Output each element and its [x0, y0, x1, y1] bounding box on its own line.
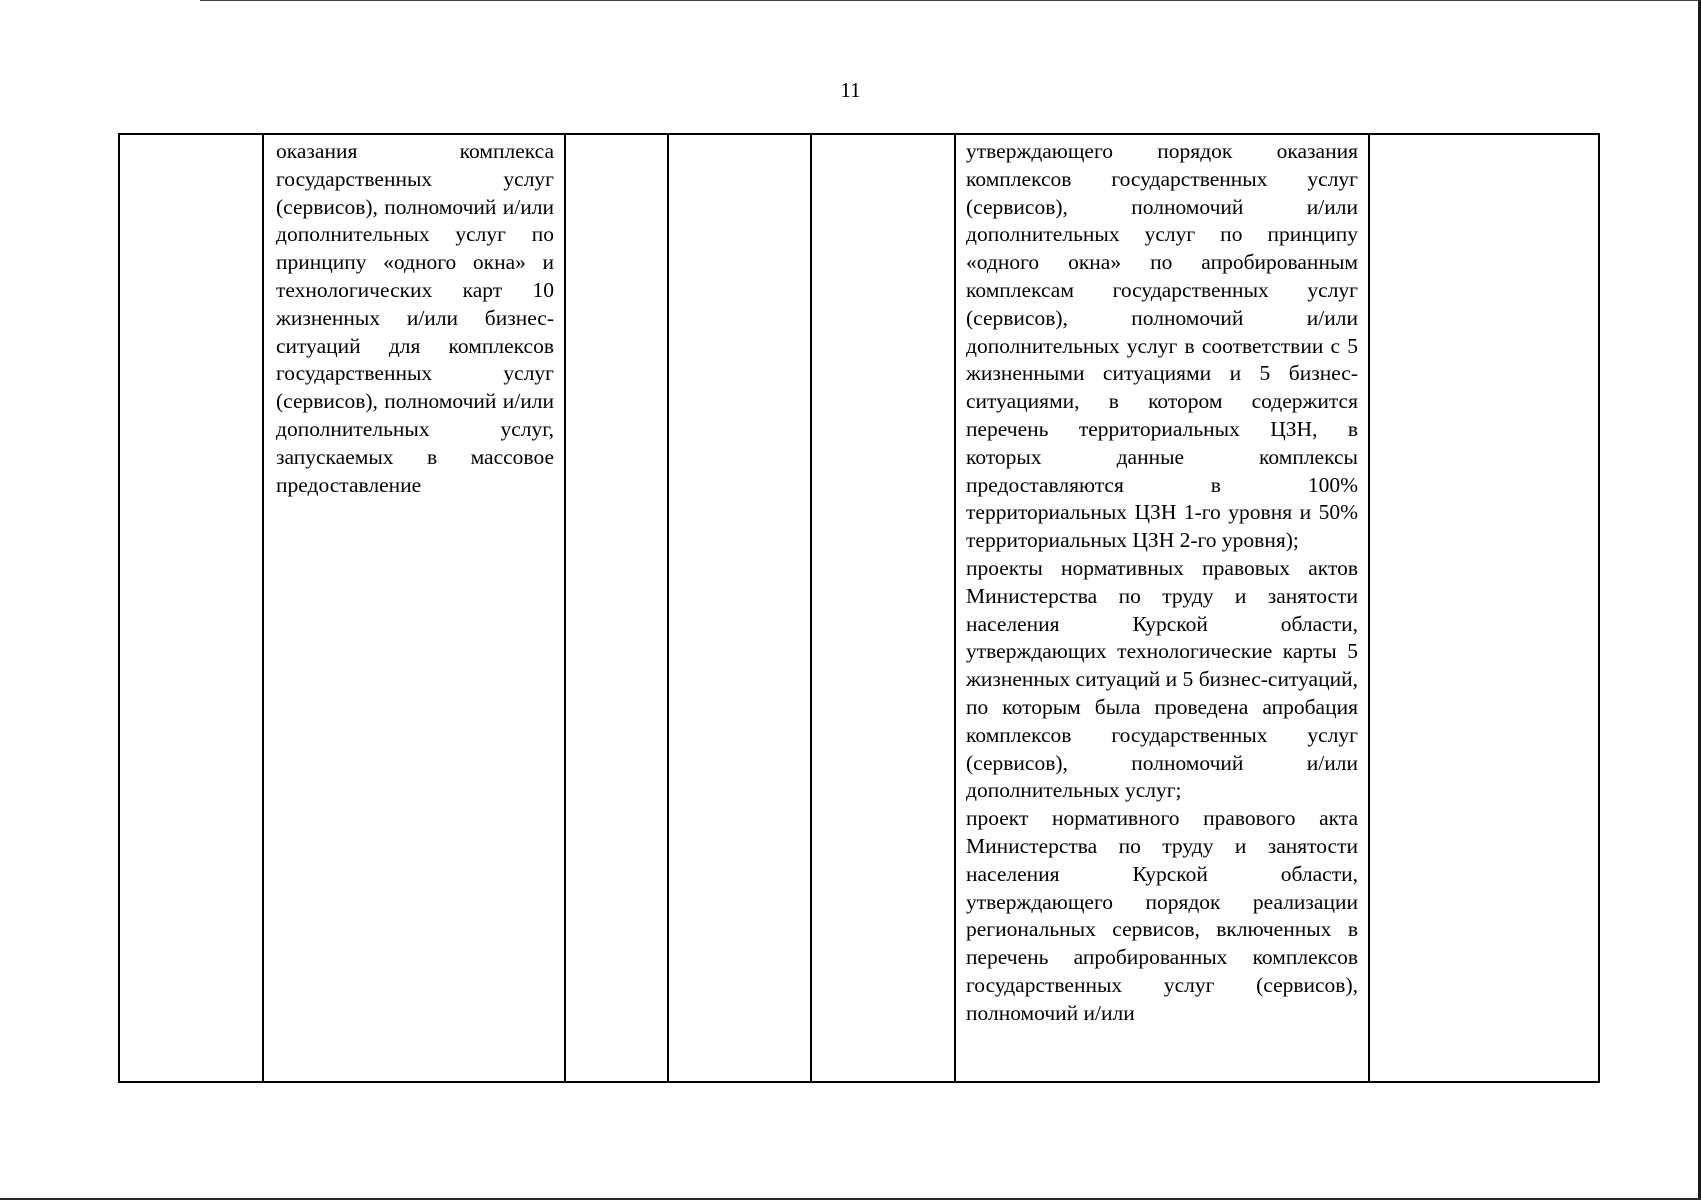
table-cell-3 — [565, 134, 668, 1082]
table-cell-2 — [263, 134, 565, 1082]
scan-edge-top — [200, 0, 1701, 1]
cell-6-text: утверждающего порядок оказания комплексов государственных услуг (сервисов), полномочий и/или дополнительных услуг по принципу «одного окна» по апробированным комплексам государственных услуг (сервисов), полномочий и/или дополнительных услуг в соответствии с 5 жизненными ситуациями и 5 бизнес-ситуациями, в котором содержится перечень территориальных ЦЗН, в которых данные комплексы предоставляются в 100% территориальных ЦЗН 1-го уровня и 50% территориальных ЦЗН 2-го уровня); проекты нормативных правовых актов Министерства по труду и занятости населения Курской области, утверждающих технологические карты 5 жизненных ситуаций и 5 бизнес-ситуаций, по которым была проведена апробация комплексов государственных услуг (сервисов), полномочий и/или дополнительных услуг; проект нормативного правового акта Министерства по труду и занятости населения Курской области, утверждающего порядок реализации региональных сервисов, включенных в перечень апробированных комплексов государственных услуг (сервисов), полномочий и/или — [966, 139, 1358, 1025]
table-cell-4 — [668, 134, 811, 1082]
page-number: 11 — [840, 78, 861, 102]
cell-2-text: оказания комплекса государственных услуг (сервисов), полномочий и/или дополнительных услуг по принципу «одного окна» и технологических карт 10 жизненных и/или бизнес-ситуаций для комплексов государственных услуг (сервисов), полномочий и/или дополнительных услуг, запускаемых в массовое предоставление — [276, 139, 554, 497]
table-cell-1 — [119, 134, 263, 1082]
table-cell-6 — [955, 134, 1369, 1082]
table-cell-7 — [1369, 134, 1599, 1082]
table-row — [119, 134, 1599, 1082]
document-table — [118, 133, 1600, 1083]
table-cell-5 — [811, 134, 955, 1082]
